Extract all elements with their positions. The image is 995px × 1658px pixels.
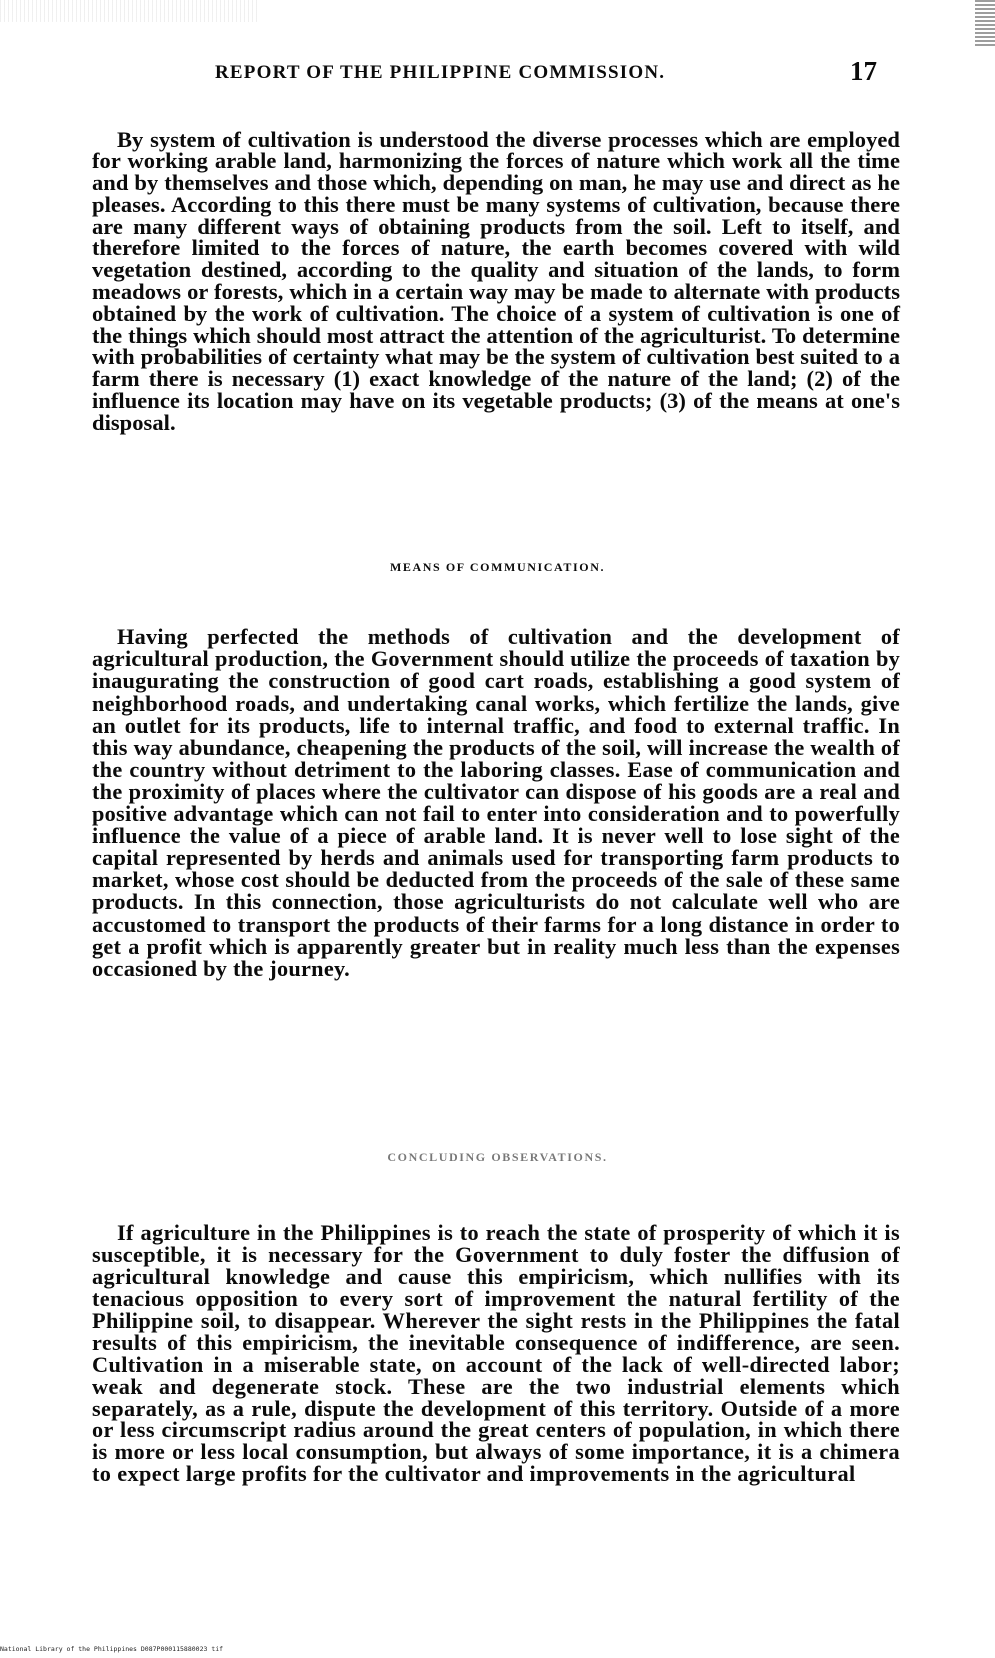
scan-artifact xyxy=(0,0,260,22)
page-number: 17 xyxy=(850,56,877,86)
scan-artifact xyxy=(975,0,995,46)
running-title: REPORT OF THE PHILIPPINE COMMISSION. xyxy=(215,62,666,83)
body-paragraph: By system of cultivation is understood the diverse processes which are employed for working arable land, harmonizing the forces of nature which work all the time and by themselves and those which, depending on man, he may use and direct as he pleases. According to this there must be many systems of cultivation, because there are many different ways of obtaining products from the soil. Left to itself, and therefore limited to the forces of nature, the earth becomes covered with wild vegetation destined, according to the quality and situation of the lands, to form meadows or forests, which in a certain way may be made to alternate with products obtained by the work of cultivation. The choice of a system of cultivation is one of the things which should most attract the attention of the agriculturist. To determine with probabilities of certainty what may be the system of cultivation best suited to a farm there is necessary (1) exact knowledge of the nature of the land; (2) of the influence its location may have on its vegetable products; (3) of the means at one's disposal. xyxy=(92,126,900,435)
body-paragraph: If agriculture in the Philippines is to reach the state of prosperity of which it is susceptible, it is necessary for the Government to duly foster the diffusion of agricultural knowledge and cause this empiricism, which nullifies with its tenacious opposition to every sort of improvement the natural fertility of the Philippine soil, to disappear. Wherever the sight rests in the Philippines the fatal results of this empiricism, the inevitable consequence of indifference, are seen. Cultivation in a miserable state, on account of the lack of well-directed labor; weak and degenerate stock. These are the two industrial elements which separately, as a rule, dispute the development of this territory. Outside of a more or less circumscript radius around the great centers of population, in which there is more or less local consumption, but always of some importance, it is a chimera to expect large profits for the cultivator and improvements in the agricultural xyxy=(92,1220,900,1487)
body-paragraph: Having perfected the methods of cultivation and the development of agricultural production, the Government should utilize the proceeds of taxation by inaugurating the construction of good cart roads, establishing a good system of neighborhood roads, and undertaking canal works, which fertilize the lands, give an outlet for its products, life to internal traffic, and food to external traffic. In this way abundance, cheapening the products of the soil, will increase the wealth of the country without detriment to the laboring classes. Ease of communication and the proximity of places where the cultivator can dispose of his goods are a real and positive advantage which can not fail to enter into consideration and to powerfully influence the value of a piece of arable land. It is never well to lose sight of the capital represented by herds and animals used for transporting farm products to market, whose cost should be deducted from the proceeds of the sale of these same products. In this connection, those agriculturists do not calculate well who are accustomed to transport the products of their farms for a long distance in order to get a profit which is apparently greater but in reality much less than the expenses occasioned by the journey. xyxy=(92,624,900,981)
section-heading: MEANS OF COMMUNICATION. xyxy=(389,560,606,574)
scan-footer-note: National Library of the Philippines D087P000115880023 tif xyxy=(0,1645,224,1653)
section-heading: CONCLUDING OBSERVATIONS. xyxy=(387,1150,608,1164)
